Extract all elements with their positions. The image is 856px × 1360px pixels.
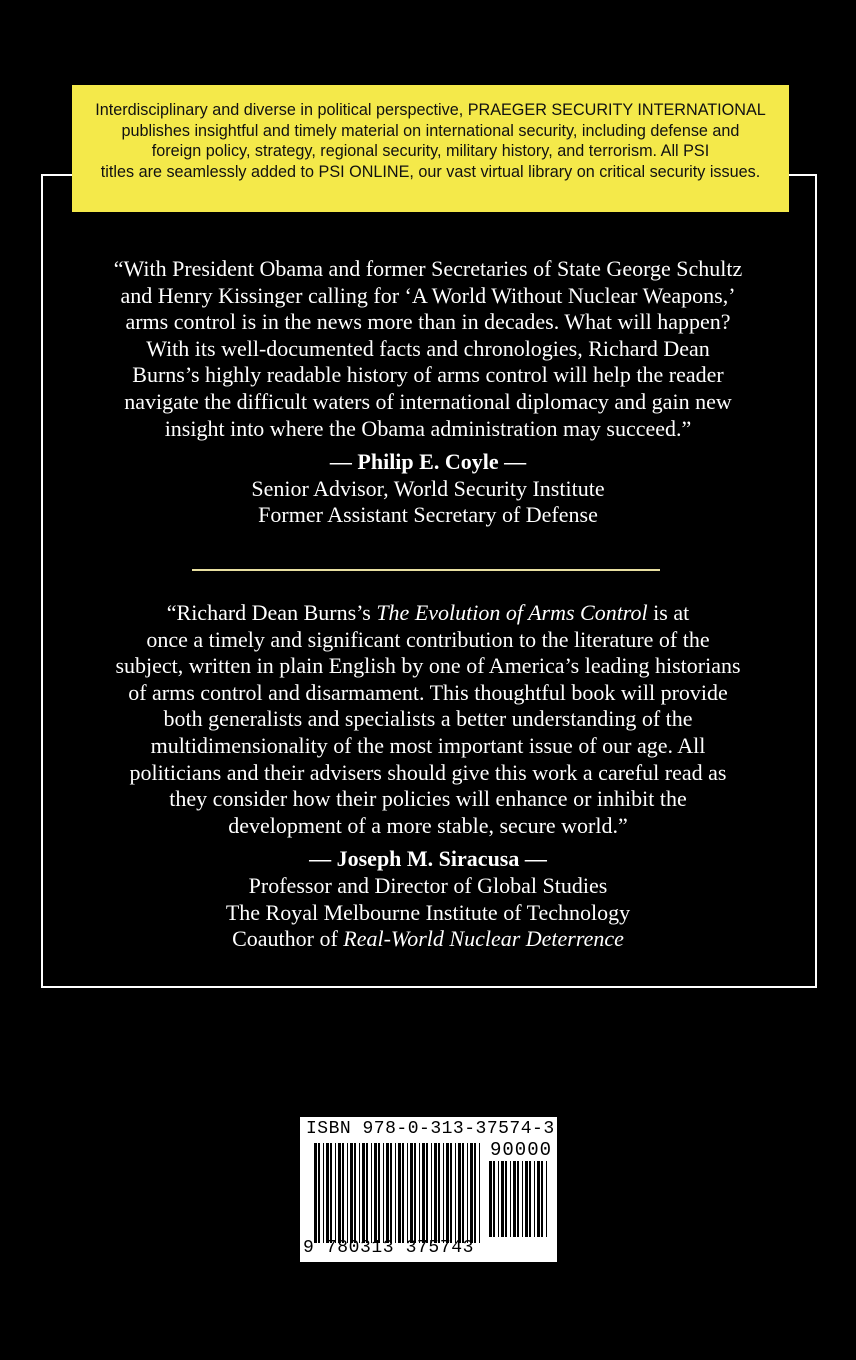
endorser-title: The Royal Melbourne Institute of Technology [225,899,631,925]
price-addon-text: 90000 [490,1139,553,1161]
quote-text: “Richard Dean Burns’s [166,600,377,625]
endorser-name: — Philip E. Coyle — [329,449,527,475]
quote-line: insight into where the Obama administration may succeed.” [164,415,692,441]
quote-line: With its well-documented facts and chronologies, Richard Dean [146,335,710,361]
blurb-line: foreign policy, strategy, regional security, military history, and terrorism. All PSI [151,142,710,160]
coauthor-book-title: Real-World Nuclear Deterrence [343,926,624,952]
quote-line: “With President Obama and former Secretaries of State George Schultz [113,256,743,281]
barcode-digits: 9 780313 375743 [303,1238,475,1258]
blurb-line: titles are seamlessly added to PSI ONLINE, our vast virtual library on critical security issues. [100,162,761,181]
quote-line: once a timely and significant contribution to the literature of the [146,626,710,652]
quote-line: subject, written in plain English by one of America’s leading historians [115,653,741,679]
attribution [50,846,806,952]
endorser-title [50,926,806,953]
attribution [50,449,806,529]
book-title: The Evolution of Arms Control [376,600,648,625]
blurb-line: Interdisciplinary and diverse in political perspective, PRAEGER SECURITY INTERNATIONAL [95,101,766,119]
endorser-title: Professor and Director of Global Studies [248,872,608,898]
quote-text: is at [647,600,690,625]
quote-line [50,600,806,627]
quote-line: they consider how their policies will enhance or inhibit the [169,786,687,812]
endorser-title: Former Assistant Secretary of Defense [258,502,598,528]
endorsement-siracusa [50,600,806,953]
quote-line: politicians and their advisers should give this work a careful read as [129,759,727,785]
blurb-line: publishes insightful and timely material on international security, including defense and [121,121,740,140]
quote-line: Burns’s highly readable history of arms control will help the reader [132,362,724,388]
quote-line: arms control is in the news more than in decades. What will happen? [125,309,731,335]
isbn-text: ISBN 978-0-313-37574-3 [306,1119,555,1139]
endorser-title: Senior Advisor, World Security Institute [251,475,605,501]
ean-barcode-bars [314,1143,484,1243]
barcode [300,1117,557,1262]
quote-line: multidimensionality of the most important issue of our age. All [150,732,706,758]
quote-line: navigate the difficult waters of international diplomacy and gain new [124,388,732,414]
endorsement-coyle [50,256,806,529]
series-blurb [72,85,789,212]
quote-line: and Henry Kissinger calling for ‘A World Without Nuclear Weapons,’ [120,282,736,308]
endorser-name: — Joseph M. Siracusa — [309,846,547,872]
quote-line: development of a more stable, secure world.” [228,812,628,838]
separator-rule [192,569,660,571]
quote-line: both generalists and specialists a better understanding of the [163,706,693,732]
coauthor-text: Coauthor of [232,926,344,952]
addon-barcode-bars [489,1161,551,1237]
quote-line: of arms control and disarmament. This thoughtful book will provide [128,679,728,705]
